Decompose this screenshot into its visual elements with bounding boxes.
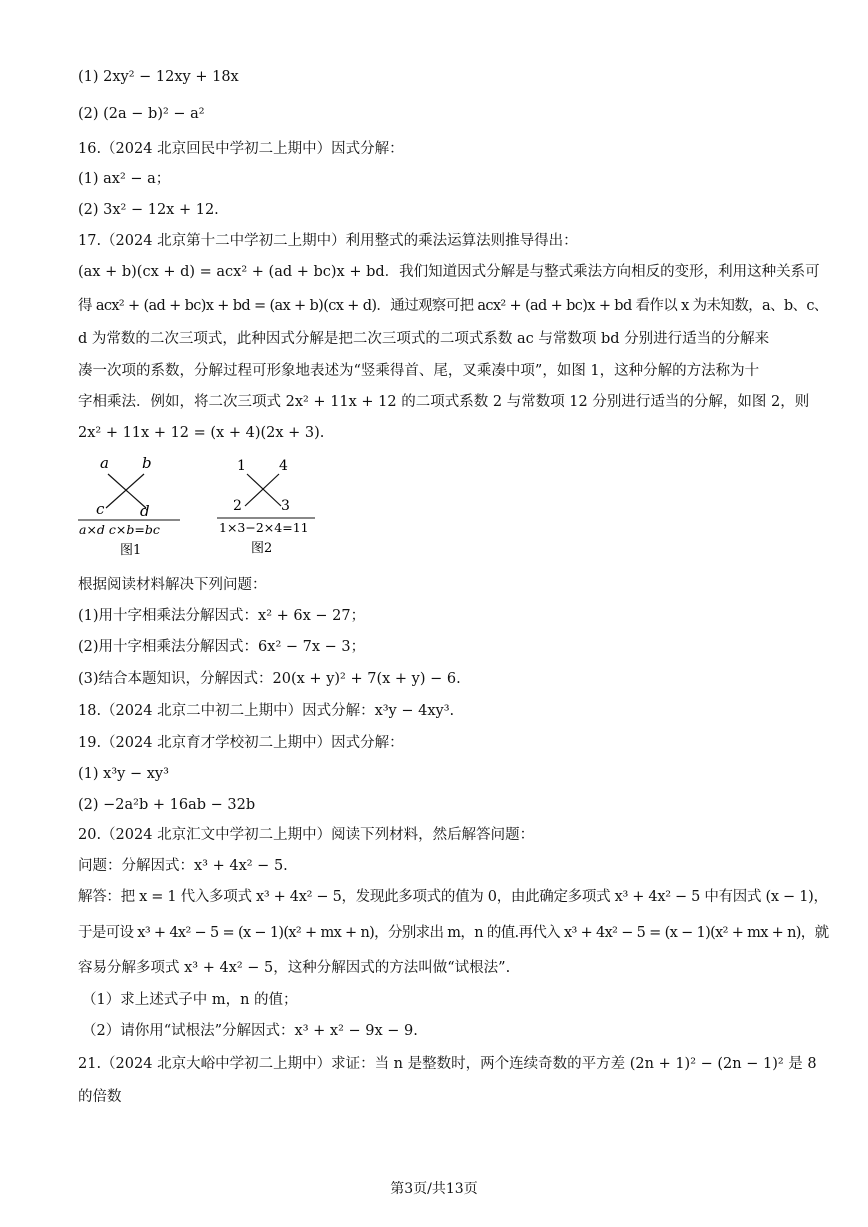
problem-19-part-2: (2) −2a²b + 16ab − 32b [78, 797, 256, 813]
fig1-cross-line-2 [106, 474, 144, 508]
problem-17-part-1: (1)用十字相乘法分解因式：x² + 6x − 27； [78, 608, 366, 624]
problem-17-part-2: (2)用十字相乘法分解因式：6x² − 7x − 3； [78, 639, 366, 655]
problem-21-line: 的倍数 [78, 1089, 122, 1105]
fig2-caption: 图2 [251, 541, 273, 556]
fig1-top-left: a [100, 454, 109, 472]
fig2-result: 1×3−2×4=11 [219, 520, 309, 535]
problem-20-part-1: （1）求上述式子中 m，n 的值； [82, 992, 298, 1008]
problem-17-text-line: 得 acx² + (ad + bc)x + bd = (ax + b)(cx + d)．通过观察可把 acx² + (ad + bc)x + bd 看作以 x 为未知数，a、b、c、 [78, 298, 828, 314]
problem-17-heading: 17.（2024 北京第十二中学初二上期中）利用整式的乘法运算法则推导得出： [78, 233, 578, 249]
problem-20-heading: 20.（2024 北京汇文中学初二上期中）阅读下列材料，然后解答问题： [78, 827, 535, 843]
problem-19-heading: 19.（2024 北京育才学校初二上期中）因式分解： [78, 735, 404, 751]
fig2-cross-line-2 [245, 474, 279, 506]
fig1-result: a×d c×b=bc [79, 522, 160, 537]
problem-17-text-line: 凑一次项的系数，分解过程可形象地表述为“竖乘得首、尾，叉乘凑中项”，如图 1，这种分解的方法称为十 [78, 363, 760, 379]
problem-17-text-line: 2x² + 11x + 12 = (x + 4)(2x + 3). [78, 425, 325, 441]
fig2-bottom-right: 3 [281, 498, 290, 514]
problem-17-part-3: (3)结合本题知识，分解因式：20(x + y)² + 7(x + y) − 6. [78, 671, 461, 687]
fig2-top-right: 4 [279, 458, 288, 474]
problem-15-part-2: (2) (2a − b)² − a² [78, 106, 205, 122]
problem-21-line: 21.（2024 北京大峪中学初二上期中）求证：当 n 是整数时，两个连续奇数的平方差 (2n + 1)² − (2n − 1)² 是 8 [78, 1056, 817, 1072]
fig1-caption: 图1 [120, 543, 142, 558]
problem-17-instructions: 根据阅读材料解决下列问题： [78, 577, 267, 593]
problem-20-question: 问题：分解因式：x³ + 4x² − 5. [78, 858, 288, 874]
fig2-cross-line-1 [247, 474, 281, 506]
problem-16-heading: 16.（2024 北京回民中学初二上期中）因式分解： [78, 141, 404, 157]
fig1-bottom-left: c [96, 500, 105, 518]
problem-15-part-1: (1) 2xy² − 12xy + 18x [78, 69, 239, 85]
problem-19-part-1: (1) x³y − xy³ [78, 766, 169, 782]
problem-20-answer-line: 解答：把 x = 1 代入多项式 x³ + 4x² − 5，发现此多项式的值为 0，由此确定多项式 x³ + 4x² − 5 中有因式 (x − 1)， [78, 889, 828, 905]
problem-20-answer-line: 容易分解多项式 x³ + 4x² − 5，这种分解因式的方法叫做“试根法”. [78, 960, 511, 976]
cross-multiplication-figure-1 [76, 452, 186, 562]
cross-multiplication-figure-2 [215, 452, 325, 562]
fig1-top-right: b [142, 454, 152, 472]
problem-17-text-line: d 为常数的二次三项式，此种因式分解是把二次三项式的二项式系数 ac 与常数项 bd 分别进行适当的分解来 [78, 331, 770, 347]
problem-17-text-line: 字相乘法．例如，将二次三项式 2x² + 11x + 12 的二项式系数 2 与常数项 12 分别进行适当的分解，如图 2，则 [78, 394, 810, 410]
page-number-footer: 第3页/共13页 [390, 1181, 478, 1197]
fig2-top-left: 1 [237, 458, 246, 474]
problem-16-part-1: (1) ax² − a； [78, 171, 171, 187]
fig1-bottom-right: d [140, 502, 150, 520]
problem-20-answer-line: 于是可设 x³ + 4x² − 5 = (x − 1)(x² + mx + n)，分别求出 m，n 的值.再代入 x³ + 4x² − 5 = (x − 1)(x² + mx + n)，就 [78, 925, 829, 941]
fig2-bottom-left: 2 [233, 498, 242, 514]
problem-20-part-2: （2）请你用“试根法”分解因式：x³ + x² − 9x − 9. [82, 1023, 418, 1039]
problem-17-text-line: (ax + b)(cx + d) = acx² + (ad + bc)x + bd．我们知道因式分解是与整式乘法方向相反的变形，利用这种关系可 [78, 264, 820, 280]
problem-18: 18.（2024 北京二中初二上期中）因式分解：x³y − 4xy³. [78, 703, 455, 719]
problem-16-part-2: (2) 3x² − 12x + 12. [78, 202, 219, 218]
